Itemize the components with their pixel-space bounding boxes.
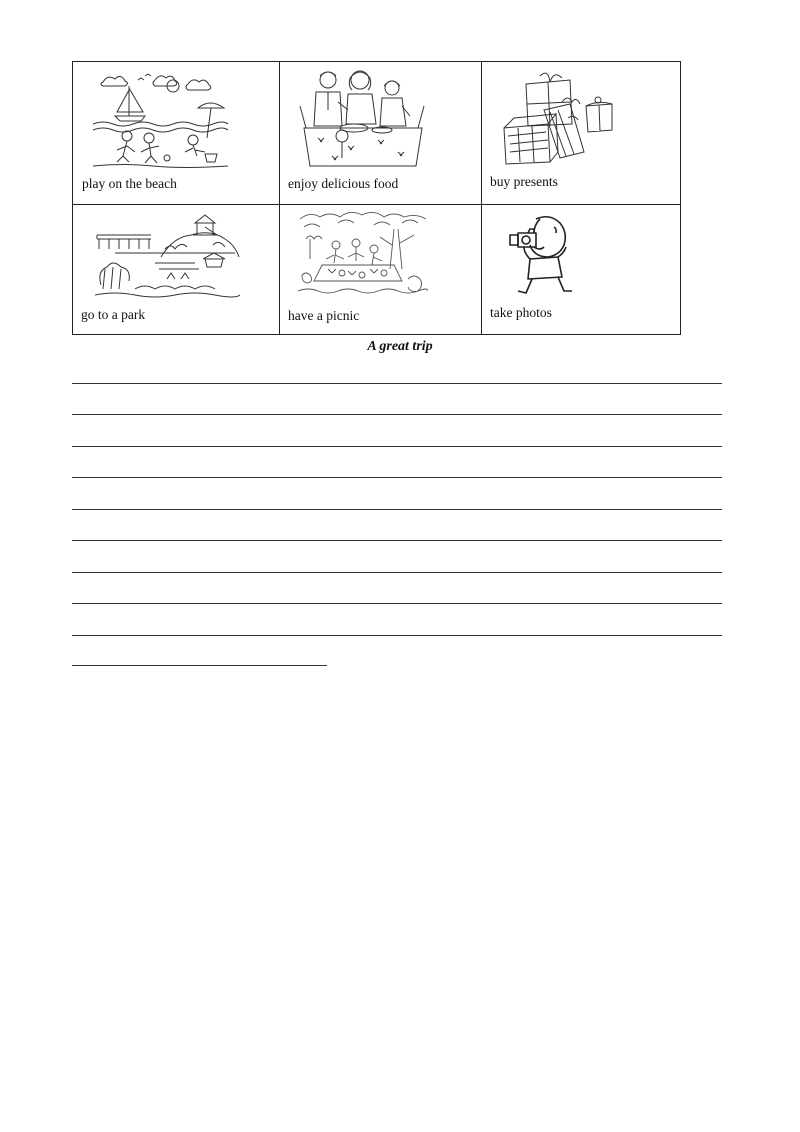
writing-line[interactable] <box>72 540 722 541</box>
activity-picture-grid <box>72 61 681 335</box>
activity-caption: play on the beach <box>82 176 177 191</box>
writing-line-short[interactable] <box>72 665 327 666</box>
gift-boxes-icon <box>500 68 620 168</box>
family-dinner-icon <box>298 66 428 170</box>
activity-cell-beach <box>73 62 280 205</box>
beach-scene-icon <box>93 68 228 168</box>
activity-caption: enjoy delicious food <box>288 176 399 191</box>
writing-line[interactable] <box>72 603 722 604</box>
writing-line[interactable] <box>72 477 722 478</box>
activity-caption: go to a park <box>81 307 146 322</box>
writing-line[interactable] <box>72 635 722 636</box>
writing-line[interactable] <box>72 414 722 415</box>
writing-line[interactable] <box>72 572 722 573</box>
activity-cell-presents <box>482 62 680 205</box>
activity-cell-park <box>73 205 280 334</box>
activity-caption: buy presents <box>490 174 558 189</box>
writing-line[interactable] <box>72 446 722 447</box>
activity-cell-photos <box>482 205 680 334</box>
park-pagoda-icon <box>95 209 240 299</box>
picnic-scene-icon <box>298 209 428 301</box>
essay-title: A great trip <box>367 339 433 354</box>
activity-cell-picnic <box>280 205 482 334</box>
activity-caption: take photos <box>490 305 552 320</box>
activity-cell-food <box>280 62 482 205</box>
writing-line[interactable] <box>72 509 722 510</box>
camera-boy-icon <box>500 211 580 299</box>
activity-caption: have a picnic <box>288 308 360 323</box>
writing-line[interactable] <box>72 383 722 384</box>
